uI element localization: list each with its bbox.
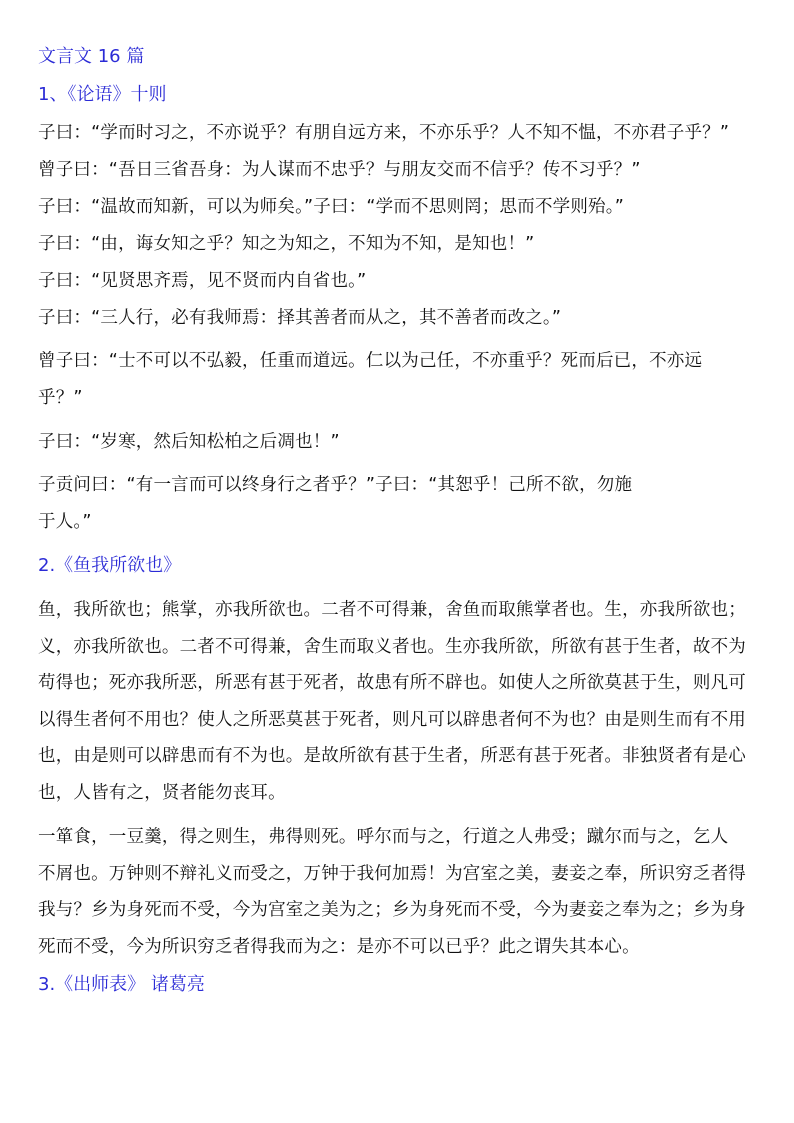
text-row: 曾子曰：“士不可以不弘毅，任重而道远。仁以为己任，不亦重乎？死而后已，不亦远 xyxy=(38,351,703,371)
text-row: 也，人皆有之，贤者能勿丧耳。 xyxy=(38,782,286,803)
document-title: 文言文 16 篇 xyxy=(38,46,145,67)
text-row: 鱼，我所欲也；熊掌，亦我所欲也。二者不可得兼，舍鱼而取熊掌者也。生，亦我所欲也； xyxy=(38,600,746,620)
section-heading-yuwosuoyuye: 2.《鱼我所欲也》 xyxy=(38,555,182,576)
text-row: 子贡问曰：“有一言而可以终身行之者乎？”子曰：“其恕乎！己所不欲，勿施 xyxy=(38,475,633,495)
text-row: 以得生者何不用也？使人之所恶莫甚于死者，则凡可以辟患者何不为也？由是则生而有不用 xyxy=(38,709,746,730)
document-page xyxy=(38,45,758,1011)
text-row: 义，亦我所欲也。二者不可得兼，舍生而取义者也。生亦我所欲，所欲有甚于生者，故不为 xyxy=(38,636,746,657)
section-heading-lunyu: 1、《论语》十则 xyxy=(38,84,167,105)
text-line: 子曰：“学而时习之，不亦说乎？有朋自远方来，不亦乐乎？人不知不愠，不亦君子乎？” xyxy=(38,123,730,143)
section-heading-chushibiao: 3.《出师表》 诸葛亮 xyxy=(38,974,205,995)
text-paragraph xyxy=(38,592,758,811)
text-row: 不屑也。万钟则不辩礼义而受之，万钟于我何加焉！为宫室之美，妻妾之奉，所识穷乏者得 xyxy=(38,863,746,884)
text-line: 曾子曰：“吾日三省吾身：为人谋而不忠乎？与朋友交而不信乎？传不习乎？” xyxy=(38,160,641,180)
text-row: 我与？乡为身死而不受，今为宫室之美为之；乡为身死而不受，今为妻妾之奉为之；乡为身 xyxy=(38,900,746,920)
text-line: 子曰：“岁寒，然后知松柏之后凋也！” xyxy=(38,432,340,452)
text-line: 子曰：“温故而知新，可以为师矣。”子曰：“学而不思则罔；思而不学则殆。” xyxy=(38,197,624,217)
text-paragraph-zigong xyxy=(38,467,758,541)
text-row: 也，由是则可以辟患而有不为也。是故所欲有甚于生者，所恶有甚于死者。非独贤者有是心 xyxy=(38,746,746,766)
text-row: 苟得也；死亦我所恶，所恶有甚于死者，故患有所不辟也。如使人之所欲莫甚于生，则凡可 xyxy=(38,673,746,693)
text-paragraph xyxy=(38,819,758,965)
text-line: 子曰：“由，诲女知之乎？知之为知之，不知为不知，是知也！” xyxy=(38,234,535,254)
text-line: 子曰：“三人行，必有我师焉：择其善者而从之，其不善者而改之。” xyxy=(38,308,562,328)
text-paragraph-zengzi xyxy=(38,343,758,417)
text-row: 于人。” xyxy=(38,512,92,532)
text-row: 乎？” xyxy=(38,388,83,408)
text-line: 子曰：“见贤思齐焉，见不贤而内自省也。” xyxy=(38,271,367,291)
text-row: 死而不受，今为所识穷乏者得我而为之：是亦不可以已乎？此之谓失其本心。 xyxy=(38,936,640,957)
text-row: 一箪食，一豆羹，得之则生，弗得则死。呼尔而与之，行道之人弗受；蹴尔而与之，乞人 xyxy=(38,827,729,847)
